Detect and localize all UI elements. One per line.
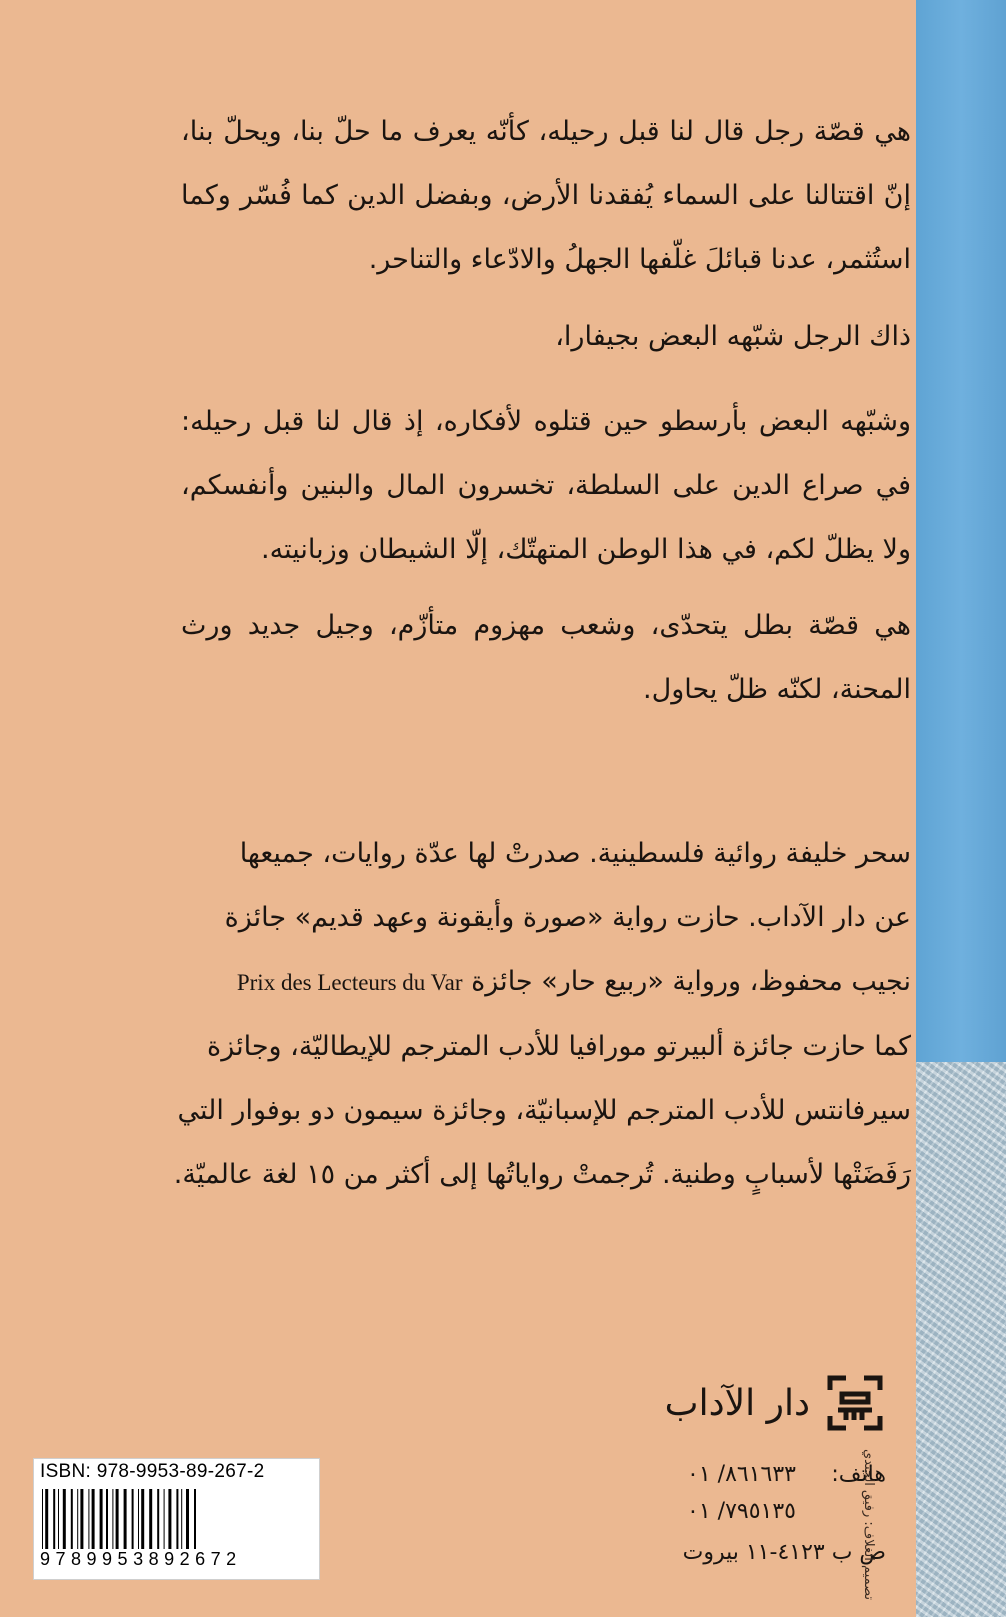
barcode-bar (80, 1489, 83, 1549)
bio-line-3-arabic: نجيب محفوظ، ورواية «ربيع حار» جائزة (471, 966, 911, 997)
barcode-bar (112, 1489, 113, 1549)
barcode-bar (42, 1489, 43, 1549)
barcode-bar (176, 1489, 178, 1549)
barcode-bar (164, 1489, 165, 1549)
barcode-bar (186, 1489, 189, 1549)
phone-number-1: ٨٦١٦٣٣/ ٠١ (687, 1462, 796, 1487)
barcode-bar (157, 1489, 159, 1549)
address-line: ص ب ٤١٢٣-١١ بيروت (682, 1540, 886, 1565)
barcode-bar (63, 1489, 66, 1549)
barcode-bar (45, 1489, 48, 1549)
cover-designer-credit: تصميم الغلاف: رفيق الجندي (861, 1449, 876, 1600)
barcode-bar (71, 1489, 73, 1549)
phone-line-1 (586, 1457, 886, 1493)
blurb-paragraph-1: هي قصّة رجل قال لنا قبل رحيله، كأنّه يعرف ما حلّ بنا، ويحلّ بنا، إنّ اقتتالنا على السماء يُفقدنا الأرض، وبفضل الدين كما فُسّر وكما استُثمر، عدنا قبائلَ غلّفها الجهلُ والادّعاء والتناحر. (181, 116, 911, 275)
blurb-paragraph-4: هي قصّة بطل يتحدّى، وشعب مهزوم متأزّم، وجيل جديد ورث المحنة، لكنّه ظلّ يحاول. (181, 610, 911, 705)
bio-line-1: سحر خليفة روائية فلسطينية. صدرتْ لها عدّة روايات، جميعها (239, 838, 911, 869)
barcode-digits: 9789953892672 (40, 1549, 242, 1569)
isbn-text: ISBN: 978-9953-89-267-2 (40, 1461, 265, 1482)
bio-line-3-latin: Prix des Lecteurs du Var (236, 970, 463, 995)
phone-label: هاتف: (831, 1462, 886, 1487)
barcode-bar (116, 1489, 119, 1549)
spine-blue-band (916, 0, 1006, 1062)
phone-number-2: ٧٩٥١٣٥/ ٠١ (687, 1499, 796, 1524)
barcode-bar (141, 1489, 144, 1549)
barcode-bar (149, 1489, 152, 1549)
phone-line-2 (586, 1494, 886, 1530)
barcode-bar (181, 1489, 182, 1549)
bio-line-2: عن دار الآداب. حازت رواية «صورة وأيقونة وعهد قديم» جائزة (224, 902, 911, 933)
barcode-bar (106, 1489, 108, 1549)
author-bio (173, 822, 911, 1207)
bio-line-6: رَفَضَتْها لأسبابٍ وطنية. تُرجمتْ رواياتُها إلى أكثر من ١٥ لغة عالميّة. (173, 1159, 911, 1190)
blurb-paragraph-2: ذاك الرجل شبّهه البعض بجيفارا، (555, 321, 911, 352)
spine-textured-band (916, 1062, 1006, 1617)
barcode-bar (168, 1489, 171, 1549)
bio-line-5: سيرفانتس للأدب المترجم للإسبانيّة، وجائزة سيمون دو بوفوار التي (177, 1095, 911, 1126)
barcode-bar (58, 1489, 59, 1549)
barcode-bar (100, 1489, 103, 1549)
barcode-bar (88, 1489, 89, 1549)
barcode-bar (138, 1489, 139, 1549)
barcode-bar (92, 1489, 95, 1549)
publisher-name: دار الآداب (664, 1382, 810, 1424)
blurb-paragraph-3: وشبّهه البعض بأرسطو حين قتلوه لأفكاره، إذ قال لنا قبل رحيله: في صراع الدين على السلطة، تخسرون المال والبنين وأنفسكم، ولا يظلّ لكم، في هذا الوطن المتهتّك، إلّا الشيطان وزبانيته. (181, 406, 911, 565)
barcode-bar (53, 1489, 55, 1549)
barcode-bar (194, 1489, 196, 1549)
bio-line-3 (181, 950, 911, 1015)
barcode-bars (42, 1489, 312, 1551)
bio-line-4: كما حازت جائزة ألبيرتو مورافيا للأدب المترجم للإيطاليّة، وجائزة (207, 1031, 911, 1062)
barcode-bar (124, 1489, 127, 1549)
isbn-barcode (33, 1458, 320, 1580)
barcode-bar (77, 1489, 78, 1549)
barcode-bar (132, 1489, 134, 1549)
